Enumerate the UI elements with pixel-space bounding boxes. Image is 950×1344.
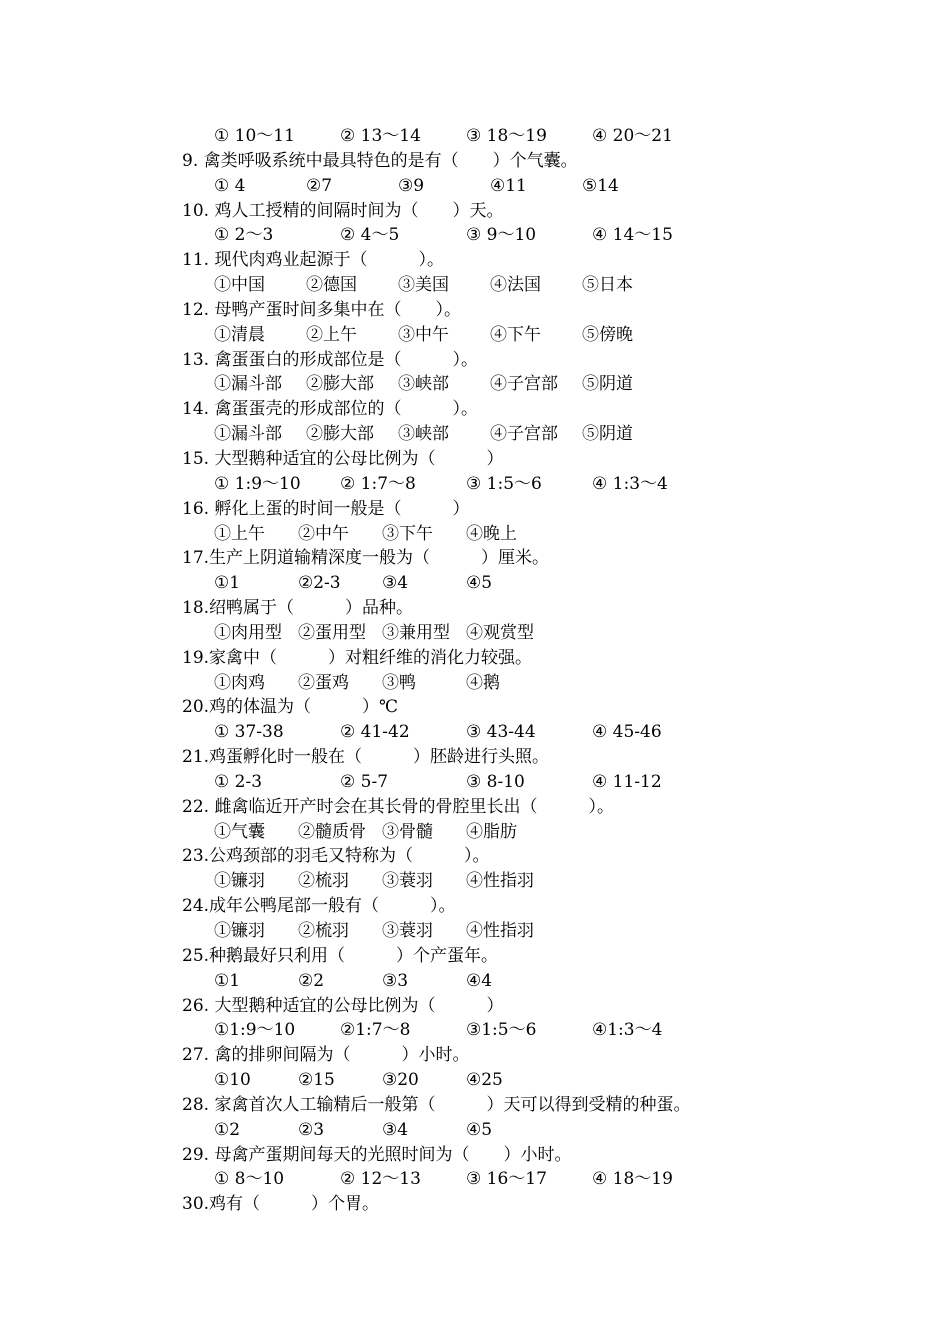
options-line <box>182 621 922 646</box>
question-line: 12. 母鸭产蛋时间多集中在（ ）。 <box>182 299 461 320</box>
option-item: ① 4 <box>214 175 246 196</box>
option-item: ②上午 <box>306 324 357 345</box>
option-item: ④脂肪 <box>466 821 517 842</box>
options-line <box>182 323 922 348</box>
option-item: ④ 11-12 <box>592 771 662 792</box>
options-line <box>182 571 922 596</box>
option-item: ④鹅 <box>466 672 500 693</box>
option-item: ④ 20～21 <box>592 126 673 146</box>
option-item: ④11 <box>490 175 527 196</box>
option-item: ③峡部 <box>398 424 449 445</box>
option-item: ②蛋用型 <box>298 622 366 643</box>
question-line: 21.鸡蛋孵化时一般在（ ）胚龄进行头照。 <box>182 747 550 768</box>
question-line: 27. 禽的排卵间隔为（ ）小时。 <box>182 1045 470 1066</box>
option-item: ①肉鸡 <box>214 672 265 693</box>
option-item: ③美国 <box>398 275 449 296</box>
option-item: ①气囊 <box>214 821 265 842</box>
option-item: ④5 <box>466 1119 493 1140</box>
option-item: ①清晨 <box>214 324 265 345</box>
option-item: ②3 <box>298 1119 325 1140</box>
options-line <box>182 820 922 845</box>
option-item: ②梳羽 <box>298 921 349 941</box>
option-item: ②德国 <box>306 275 357 296</box>
option-item: ④法国 <box>490 275 541 296</box>
option-item: ③峡部 <box>398 374 449 395</box>
option-item: ①肉用型 <box>214 622 282 643</box>
option-item: ④下午 <box>490 324 541 345</box>
option-item: ③ 1:5～6 <box>466 473 542 494</box>
option-item: ②1:7～8 <box>340 1020 411 1041</box>
question-line: 29. 母禽产蛋期间每天的光照时间为（ ）小时。 <box>182 1144 572 1165</box>
question-line: 10. 鸡人工授精的间隔时间为（ ）天。 <box>182 200 504 221</box>
option-item: ① 8～10 <box>214 1169 285 1190</box>
option-item: ④1:3～4 <box>592 1020 663 1041</box>
option-item: ④25 <box>466 1070 503 1091</box>
options-line <box>182 969 922 994</box>
option-item: ③ 18～19 <box>466 126 547 146</box>
option-item: ④子宫部 <box>490 424 558 445</box>
options-line <box>182 720 922 745</box>
option-item: ⑤阴道 <box>582 374 633 395</box>
options-line <box>182 372 922 397</box>
options-line <box>182 1118 922 1143</box>
question-line: 30.鸡有（ ）个胃。 <box>182 1194 380 1215</box>
options-line <box>182 124 922 149</box>
option-item: ①10 <box>214 1070 251 1091</box>
option-item: ①漏斗部 <box>214 374 282 395</box>
option-item: ②中午 <box>298 523 349 544</box>
option-item: ③ 16～17 <box>466 1169 547 1190</box>
question-line: 20.鸡的体温为（ ）℃ <box>182 697 399 718</box>
option-item: ①1 <box>214 573 241 594</box>
option-item: ③蓑羽 <box>382 871 433 892</box>
option-item: ① 10～11 <box>214 126 295 146</box>
option-item: ③兼用型 <box>382 622 450 643</box>
option-item: ②2-3 <box>298 573 341 594</box>
option-item: ④子宫部 <box>490 374 558 395</box>
option-item: ② 5-7 <box>340 771 389 792</box>
option-item: ② 41-42 <box>340 722 410 743</box>
option-item: ② 1:7～8 <box>340 473 416 494</box>
question-line: 14. 禽蛋蛋壳的形成部位的（ ）。 <box>182 399 478 420</box>
option-item: ① 2～3 <box>214 225 274 246</box>
option-item: ④ 1:3～4 <box>592 473 668 494</box>
option-item: ③ 8-10 <box>466 771 525 792</box>
options-line <box>182 869 922 894</box>
question-line: 28. 家禽首次人工输精后一般第（ ）天可以得到受精的种蛋。 <box>182 1094 691 1115</box>
question-line: 22. 雌禽临近开产时会在其长骨的骨腔里长出（ ）。 <box>182 796 614 817</box>
question-line: 18.绍鸭属于（ ）品种。 <box>182 598 414 619</box>
question-line: 26. 大型鹅种适宜的公母比例为（ ） <box>182 995 504 1016</box>
options-line <box>182 522 922 547</box>
option-item: ②7 <box>306 175 333 196</box>
option-item: ④ 18～19 <box>592 1169 673 1190</box>
question-line: 15. 大型鹅种适宜的公母比例为（ ） <box>182 448 504 469</box>
option-item: ① 1:9～10 <box>214 473 301 494</box>
option-item: ③鸭 <box>382 672 416 693</box>
options-line <box>182 1068 922 1093</box>
option-item: ①镰羽 <box>214 871 265 892</box>
option-item: ②膨大部 <box>306 374 374 395</box>
option-item: ③ 43-44 <box>466 722 536 743</box>
option-item: ③中午 <box>398 324 449 345</box>
options-line <box>182 273 922 298</box>
option-item: ②15 <box>298 1070 335 1091</box>
option-item: ④4 <box>466 970 493 991</box>
option-item: ③蓑羽 <box>382 921 433 941</box>
question-line: 16. 孵化上蛋的时间一般是（ ） <box>182 498 470 519</box>
option-item: ②膨大部 <box>306 424 374 445</box>
option-item: ①1:9～10 <box>214 1020 296 1041</box>
option-item: ② 13～14 <box>340 126 421 146</box>
option-item: ①1 <box>214 970 241 991</box>
option-item: ① 2-3 <box>214 771 263 792</box>
option-item: ②梳羽 <box>298 871 349 892</box>
option-item: ④ 14～15 <box>592 225 673 246</box>
option-item: ①漏斗部 <box>214 424 282 445</box>
question-list <box>182 124 922 1217</box>
option-item: ④性指羽 <box>466 871 534 892</box>
question-line: 13. 禽蛋蛋白的形成部位是（ ）。 <box>182 349 478 370</box>
option-item: ①中国 <box>214 275 265 296</box>
option-item: ② 4～5 <box>340 225 400 246</box>
options-line <box>182 770 922 795</box>
option-item: ②蛋鸡 <box>298 672 349 693</box>
question-line: 25.种鹅最好只利用（ ）个产蛋年。 <box>182 945 499 966</box>
options-line <box>182 174 922 199</box>
options-line <box>182 223 922 248</box>
option-item: ②髓质骨 <box>298 821 366 842</box>
option-item: ①上午 <box>214 523 265 544</box>
option-item: ③下午 <box>382 523 433 544</box>
option-item: ③骨髓 <box>382 821 433 842</box>
option-item: ④5 <box>466 573 493 594</box>
options-line <box>182 919 922 944</box>
option-item: ④观赏型 <box>466 622 534 643</box>
option-item: ⑤日本 <box>582 275 633 296</box>
option-item: ①镰羽 <box>214 921 265 941</box>
option-item: ③3 <box>382 970 409 991</box>
question-line: 17.生产上阴道输精深度一般为（ ）厘米。 <box>182 548 550 569</box>
options-line <box>182 1018 922 1043</box>
question-line: 19.家禽中（ ）对粗纤维的消化力较强。 <box>182 647 533 668</box>
question-line: 9. 禽类呼吸系统中最具特色的是有（ ）个气囊。 <box>182 150 578 171</box>
options-line <box>182 472 922 497</box>
option-item: ⑤阴道 <box>582 424 633 445</box>
option-item: ① 37-38 <box>214 722 284 743</box>
option-item: ④晚上 <box>466 523 517 544</box>
option-item: ② 12～13 <box>340 1169 421 1190</box>
option-item: ④性指羽 <box>466 921 534 941</box>
option-item: ③ 9～10 <box>466 225 537 246</box>
option-item: ③4 <box>382 1119 409 1140</box>
option-item: ⑤14 <box>582 175 619 196</box>
options-line <box>182 422 922 447</box>
option-item: ③20 <box>382 1070 419 1091</box>
question-line: 23.公鸡颈部的羽毛又特称为（ ）。 <box>182 846 490 867</box>
option-item: ⑤傍晚 <box>582 324 633 345</box>
option-item: ①2 <box>214 1119 241 1140</box>
option-item: ③4 <box>382 573 409 594</box>
options-line <box>182 671 922 696</box>
question-line: 24.成年公鸭尾部一般有（ ）。 <box>182 896 456 917</box>
question-line: 11. 现代肉鸡业起源于（ ）。 <box>182 250 444 271</box>
option-item: ③1:5～6 <box>466 1020 537 1041</box>
options-line <box>182 1167 922 1192</box>
option-item: ②2 <box>298 970 325 991</box>
option-item: ③9 <box>398 175 425 196</box>
option-item: ④ 45-46 <box>592 722 662 743</box>
